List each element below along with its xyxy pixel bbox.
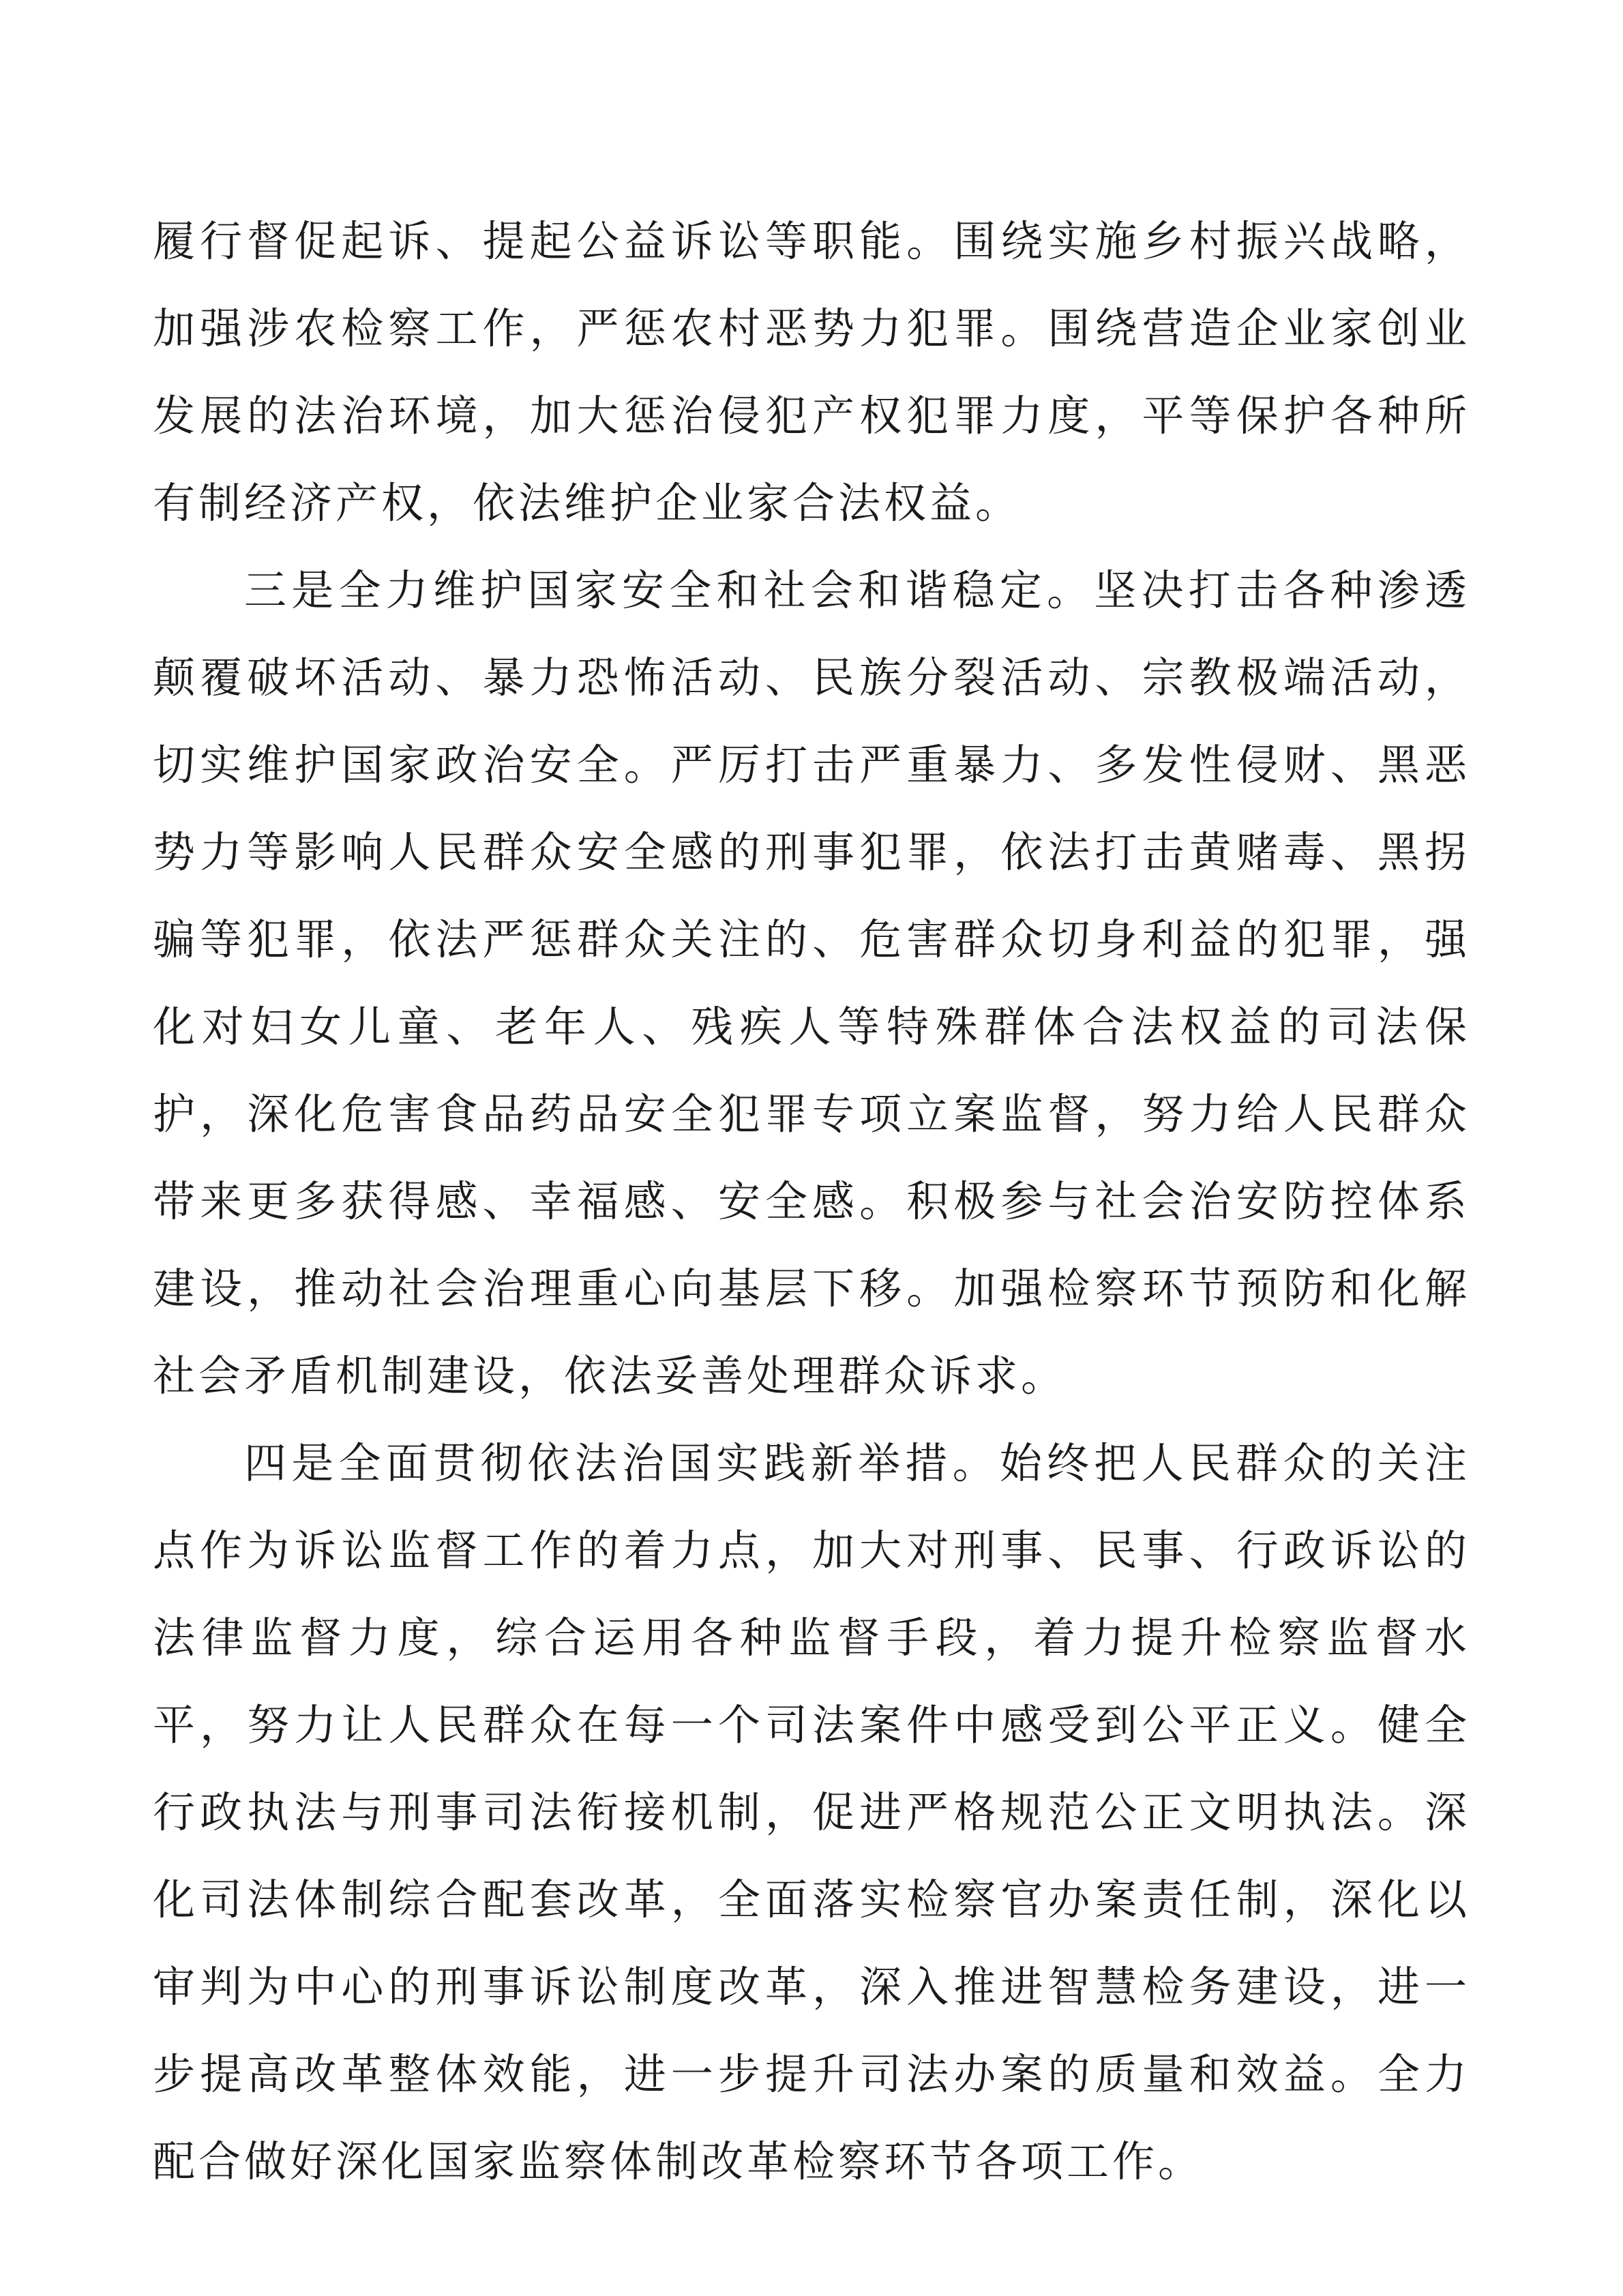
paragraph-continuation: 履行督促起诉、提起公益诉讼等职能。围绕实施乡村振兴战略，加强涉农检察工作，严惩农村恶势力犯罪。围绕营造企业家创业发展的法治环境，加大惩治侵犯产权犯罪力度，平等保护各种所有制经济产权，依法维护企业家合法权益。 — [153, 216, 1470, 528]
paragraph-rule-of-law: 四是全面贯彻依法治国实践新举措。始终把人民群众的关注点作为诉讼监督工作的着力点，加大对刑事、民事、行政诉讼的法律监督力度，综合运用各种监督手段，着力提升检察监督水平，努力让人民群众在每一个司法案件中感受到公平正义。健全行政执法与刑事司法衔接机制，促进严格规范公正文明执法。深化司法体制综合配套改革，全面落实检察官办案责任制，深化以审判为中心的刑事诉讼制度改革，深入推进智慧检务建设，进一步提高改革整体效能，进一步提升司法办案的质量和效益。全力配合做好深化国家监察体制改革检察环节各项工作。 — [153, 1438, 1470, 2186]
paragraph-national-security: 三是全力维护国家安全和社会和谐稳定。坚决打击各种渗透颠覆破坏活动、暴力恐怖活动、民族分裂活动、宗教极端活动，切实维护国家政治安全。严厉打击严重暴力、多发性侵财、黑恶势力等影响人民群众安全感的刑事犯罪，依法打击黄赌毒、黑拐骗等犯罪，依法严惩群众关注的、危害群众切身利益的犯罪，强化对妇女儿童、老年人、残疾人等特殊群体合法权益的司法保护，深化危害食品药品安全犯罪专项立案监督，努力给人民群众带来更多获得感、幸福感、安全感。积极参与社会治安防控体系建设，推动社会治理重心向基层下移。加强检察环节预防和化解社会矛盾机制建设，依法妥善处理群众诉求。 — [153, 565, 1470, 1401]
document-body — [153, 198, 1470, 2205]
